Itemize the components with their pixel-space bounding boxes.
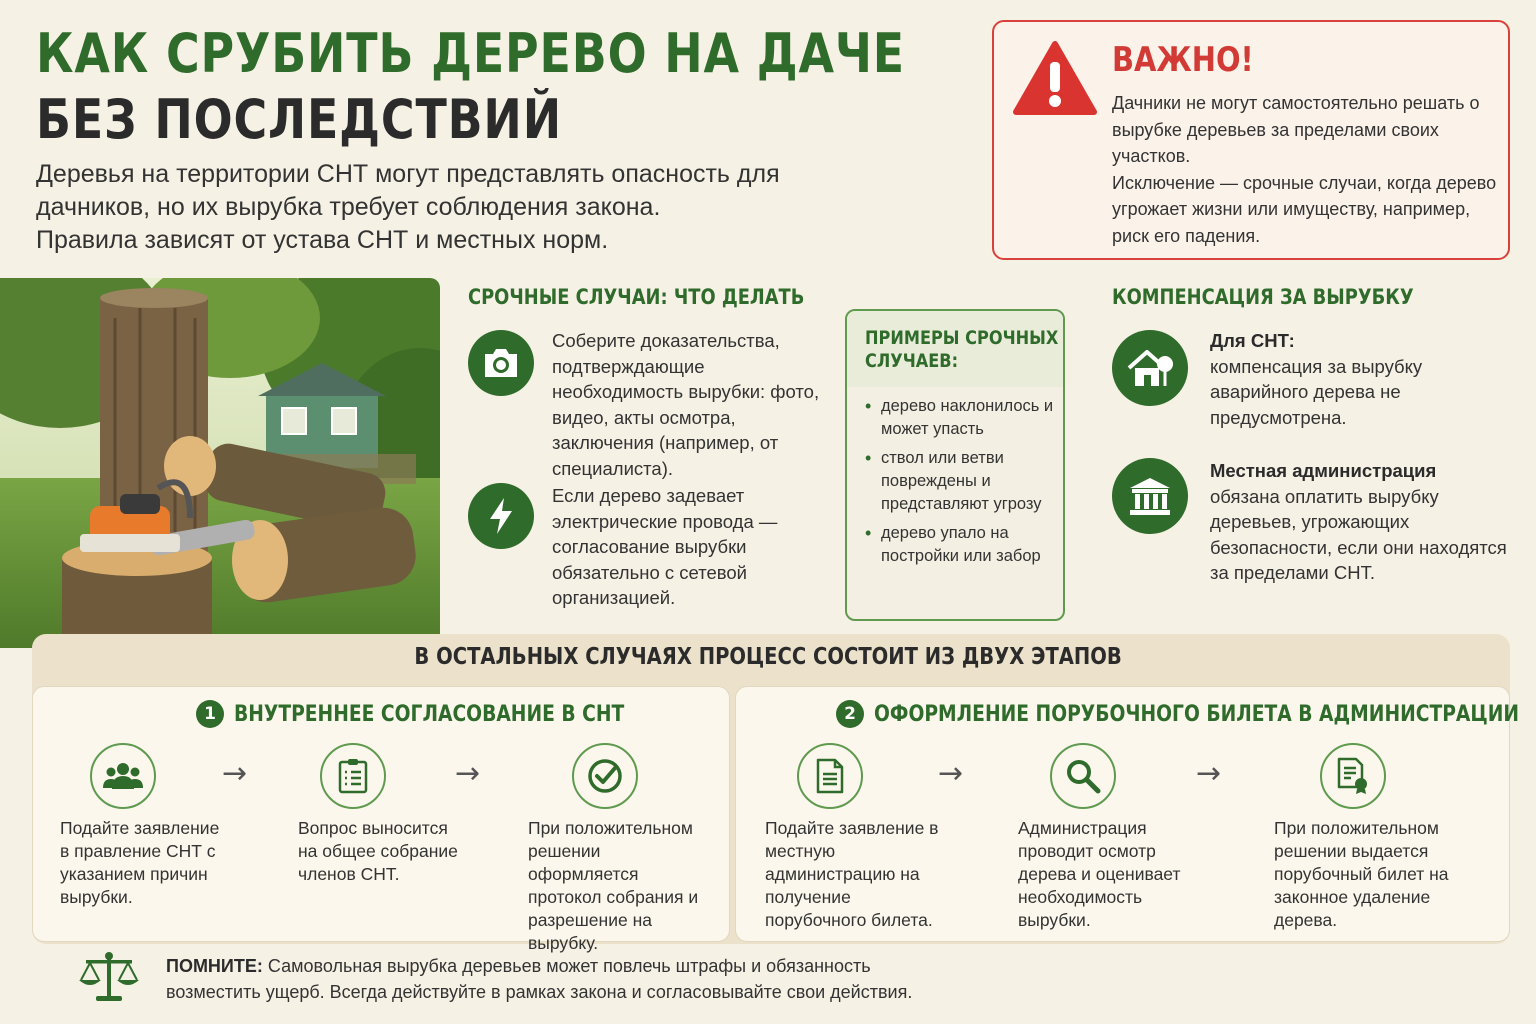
tree-stump-chainsaw-photo <box>0 278 440 648</box>
checklist-icon <box>320 743 386 809</box>
arrow-right-icon: → <box>222 756 248 791</box>
urgent-item-wires: Если дерево задевает электрические провода — согласование вырубки обязательно с сетевой организацией. <box>552 485 778 608</box>
page-title: КАК СРУБИТЬ ДЕРЕВО НА ДАЧЕ <box>36 22 906 85</box>
examples-header <box>847 311 1063 387</box>
government-building-icon <box>1112 458 1188 534</box>
remember-text: Самовольная вырубка деревьев может повлечь штрафы и обязанность возместить ущерб. Всегда действуйте в рамках закона и согласовывайте свои действия. <box>166 956 913 1002</box>
intro-text <box>36 158 816 257</box>
group-people-icon <box>90 743 156 809</box>
check-circle-icon <box>572 743 638 809</box>
examples-title: ПРИМЕРЫ СРОЧНЫХ СЛУЧАЕВ: <box>865 327 1059 372</box>
page-subtitle: БЕЗ ПОСЛЕДСТВИЙ <box>36 88 562 151</box>
warning-text-1: Дачники не могут самостоятельно решать о вырубке деревьев за пределами своих участков. <box>1112 93 1480 166</box>
urgent-heading: СРОЧНЫЕ СЛУЧАИ: ЧТО ДЕЛАТЬ <box>468 285 805 309</box>
examples-box <box>845 309 1065 621</box>
stage-2-step-2: Администрация проводит осмотр дерева и оценивает необходимость вырубки. <box>1018 818 1181 930</box>
stage-1-heading <box>196 700 693 728</box>
warning-box <box>992 20 1510 260</box>
arrow-right-icon: → <box>1196 756 1222 791</box>
list-item: • ствол или ветви повреждены и представляют угрозу <box>865 447 1057 516</box>
compensation-snt-text: компенсация за вырубку аварийного дерева не предусмотрена. <box>1210 355 1423 428</box>
stage-2-number: 2 <box>836 700 864 728</box>
certificate-icon <box>1320 743 1386 809</box>
list-item: • дерево наклонилось и может упасть <box>865 395 1057 441</box>
list-item: • дерево упало на постройки или забор <box>865 522 1057 568</box>
magnifier-icon <box>1050 743 1116 809</box>
process-title <box>0 644 1536 670</box>
remember-label: ПОМНИТЕ: <box>166 956 263 976</box>
stage-1-step-1: Подайте заявление в правление СНТ с указанием причин вырубки. <box>60 818 220 907</box>
camera-icon <box>468 330 534 396</box>
warning-title: ВАЖНО! <box>1112 40 1254 80</box>
document-icon <box>797 743 863 809</box>
warning-text <box>1112 90 1507 249</box>
stage-1-title: ВНУТРЕННЕЕ СОГЛАСОВАНИЕ В СНТ <box>234 701 625 727</box>
process-title-text: В ОСТАЛЬНЫХ СЛУЧАЯХ ПРОЦЕСС СОСТОИТ ИЗ ДВУХ ЭТАПОВ <box>414 644 1122 670</box>
compensation-admin-text: обязана оплатить вырубку деревьев, угрожающих безопасности, если они находятся за пределами СНТ. <box>1210 485 1507 583</box>
stage-2-title: ОФОРМЛЕНИЕ ПОРУБОЧНОГО БИЛЕТА В АДМИНИСТРАЦИИ <box>874 701 1520 727</box>
stage-1-number: 1 <box>196 700 224 728</box>
compensation-snt <box>1210 328 1470 430</box>
intro-line: Правила зависят от устава СНТ и местных норм. <box>36 226 609 254</box>
scales-icon <box>78 950 140 1004</box>
compensation-snt-title: Для СНТ: <box>1210 330 1295 351</box>
compensation-heading: КОМПЕНСАЦИЯ ЗА ВЫРУБКУ <box>1112 285 1414 309</box>
warning-triangle-icon <box>1012 40 1098 116</box>
examples-list <box>847 387 1063 568</box>
urgent-item-evidence: Соберите доказательства, подтверждающие необходимость вырубки: фото, видео, акты осмотра, заключения (например, от специалиста). <box>552 330 820 479</box>
intro-line: Деревья на территории СНТ могут представлять опасность для <box>36 160 780 188</box>
stage-2-step-1: Подайте заявление в местную администрацию на получение порубочного билета. <box>765 818 939 930</box>
stage-2-step-3: При положительном решении выдается порубочный билет на законное удаление дерева. <box>1274 818 1449 930</box>
remember-note <box>166 953 966 1005</box>
arrow-right-icon: → <box>938 756 964 791</box>
compensation-admin <box>1210 458 1510 586</box>
intro-line: дачников, но их вырубка требует соблюдения закона. <box>36 193 661 221</box>
arrow-right-icon: → <box>455 756 481 791</box>
stage-1-step-3: При положительном решении оформляется протокол собрания и разрешение на вырубку. <box>528 818 699 953</box>
stage-2-heading <box>836 700 1536 728</box>
stage-1-step-2: Вопрос выносится на общее собрание членов СНТ. <box>298 818 458 884</box>
house-tree-icon <box>1112 330 1188 406</box>
compensation-admin-title: Местная администрация <box>1210 460 1437 481</box>
lightning-icon <box>468 483 534 549</box>
warning-text-2: Исключение — срочные случаи, когда дерево угрожает жизни или имуществу, например, риск его падения. <box>1112 172 1497 246</box>
